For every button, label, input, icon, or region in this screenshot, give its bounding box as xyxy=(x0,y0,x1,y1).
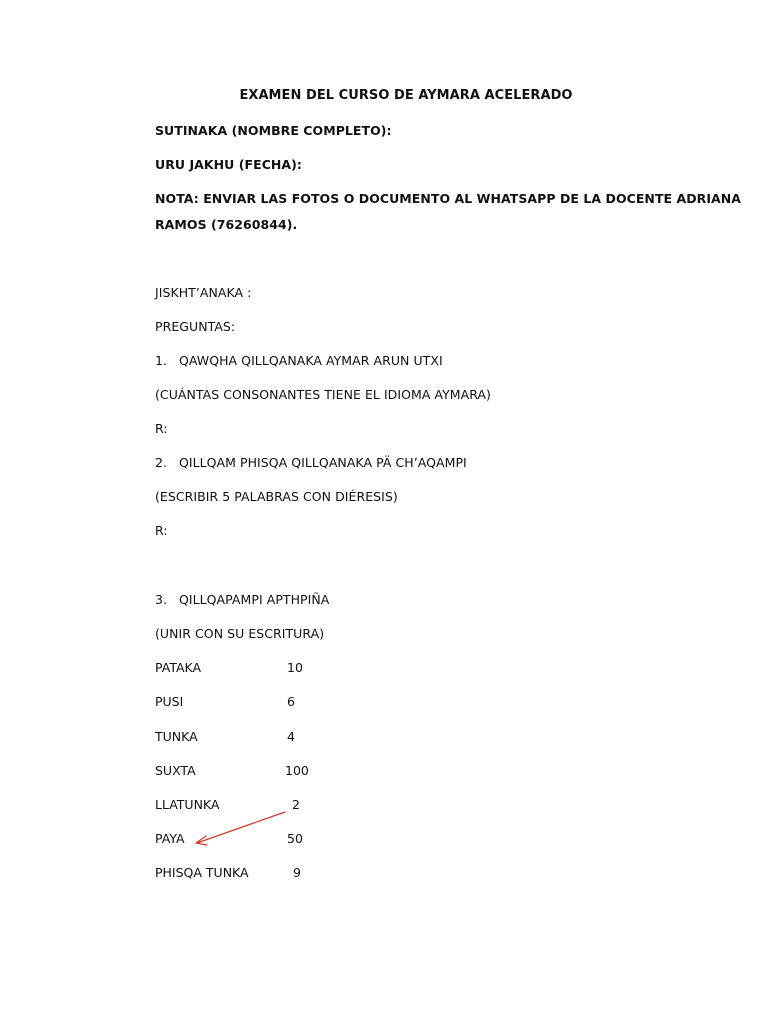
question-3-number: 3. xyxy=(155,592,168,607)
question-1-text: QAWQHA QILLQANAKA AYMAR ARUN UTXI xyxy=(179,353,443,368)
note-line-2: RAMOS (76260844). xyxy=(155,217,298,232)
match-number: 6 xyxy=(287,694,295,709)
match-word: PUSI xyxy=(155,694,184,709)
question-3-text: QILLQAPAMPI APTHPIÑA xyxy=(179,592,330,607)
name-field-label: SUTINAKA (NOMBRE COMPLETO): xyxy=(155,123,392,138)
match-number: 100 xyxy=(285,763,309,778)
question-2 xyxy=(155,455,467,471)
date-field-label: URU JAKHU (FECHA): xyxy=(155,157,302,172)
question-3 xyxy=(155,592,329,608)
match-number: 9 xyxy=(293,865,301,880)
questions-heading-spanish: PREGUNTAS: xyxy=(155,319,236,334)
question-2-text: QILLQAM PHISQA QILLQANAKA PÄ CH’AQAMPI xyxy=(179,455,467,470)
match-word: LLATUNKA xyxy=(155,797,220,812)
match-number: 2 xyxy=(292,797,300,812)
match-word: TUNKA xyxy=(155,729,198,744)
match-number: 4 xyxy=(287,729,295,744)
note-line-1: NOTA: ENVIAR LAS FOTOS O DOCUMENTO AL WHATSAPP DE LA DOCENTE ADRIANA xyxy=(155,191,741,206)
document-title: EXAMEN DEL CURSO DE AYMARA ACELERADO xyxy=(239,88,573,103)
question-1 xyxy=(155,353,443,369)
match-word: SUXTA xyxy=(155,763,196,778)
question-2-translation: (ESCRIBIR 5 PALABRAS CON DIÉRESIS) xyxy=(155,489,398,504)
match-word: PHISQA TUNKA xyxy=(155,865,249,880)
question-1-number: 1. xyxy=(155,353,168,368)
match-number: 50 xyxy=(287,831,303,846)
questions-heading-aymara: JISKHT’ANAKA : xyxy=(155,285,252,300)
question-3-translation: (UNIR CON SU ESCRITURA) xyxy=(155,626,325,641)
match-word: PATAKA xyxy=(155,660,202,675)
match-number: 10 xyxy=(287,660,303,675)
question-2-answer-label: R: xyxy=(155,523,168,538)
match-word: PAYA xyxy=(155,831,185,846)
question-1-translation: (CUÁNTAS CONSONANTES TIENE EL IDIOMA AYMARA) xyxy=(155,387,491,402)
question-1-answer-label: R: xyxy=(155,421,168,436)
question-2-number: 2. xyxy=(155,455,168,470)
